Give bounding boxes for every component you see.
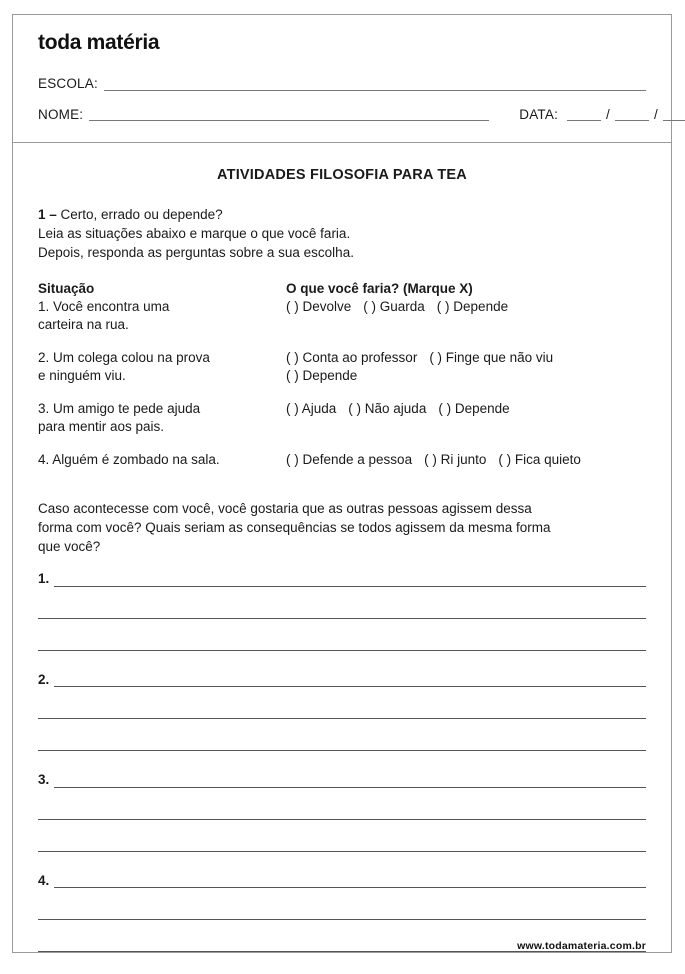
situation-3-line-2: para mentir aos pais.	[38, 418, 165, 434]
situation-2-line-2: e ninguém viu.	[38, 367, 126, 383]
answer-2-line-1[interactable]	[54, 674, 646, 687]
options-3-line-1	[286, 400, 646, 418]
answer-1-line-2[interactable]	[38, 606, 646, 619]
nome-input-rule[interactable]	[89, 109, 489, 121]
option-checkbox-fica-quieto[interactable]: ( ) Fica quieto	[498, 452, 581, 468]
answer-group-3	[38, 773, 646, 852]
options-cell-1	[286, 298, 646, 333]
escola-input-rule[interactable]	[104, 79, 646, 91]
options-1-line-1	[286, 298, 646, 316]
long-question-line-1: Caso acontecesse com você, você gostaria que as outras pessoas agissem dessa	[38, 500, 532, 516]
column-header-options: O que você faria? (Marque X)	[286, 281, 473, 297]
option-checkbox-guarda[interactable]: ( ) Guarda	[363, 299, 425, 315]
data-field-group	[519, 108, 685, 122]
options-4-line-1	[286, 451, 646, 469]
option-checkbox-depende-3[interactable]: ( ) Depende	[438, 401, 510, 417]
options-cell-3	[286, 400, 646, 435]
worksheet-page	[12, 14, 672, 953]
option-checkbox-ajuda[interactable]: ( ) Ajuda	[286, 401, 337, 417]
answer-4-line-2[interactable]	[38, 907, 646, 920]
situation-4-line-1: 4. Alguém é zombado na sala.	[38, 452, 220, 468]
answer-1-first-row	[38, 572, 646, 587]
intro-line-3: Depois, responda as perguntas sobre a sua escolha.	[38, 245, 354, 261]
answer-number-1: 1.	[38, 571, 50, 587]
situation-cell-4	[38, 451, 286, 469]
long-question-line-2: forma com você? Quais seriam as consequências se todos agissem da mesma forma	[38, 520, 551, 535]
option-checkbox-depende[interactable]: ( ) Depende	[436, 299, 509, 315]
row-spacer	[38, 333, 646, 349]
answer-4-line-1[interactable]	[54, 875, 646, 888]
option-checkbox-depende-2[interactable]: ( ) Depende	[286, 367, 358, 383]
data-year-rule[interactable]	[663, 109, 685, 121]
situation-cell-2	[38, 349, 286, 384]
answer-1-line-1[interactable]	[54, 574, 646, 587]
data-label: DATA:	[519, 106, 559, 122]
answer-2-line-3[interactable]	[38, 738, 646, 751]
option-checkbox-ri-junto[interactable]: ( ) Ri junto	[424, 452, 487, 468]
situation-2-line-1: 2. Um colega colou na prova	[38, 350, 210, 366]
page-title: ATIVIDADES FILOSOFIA PARA TEA	[217, 167, 467, 183]
long-question-line-3: que você?	[38, 539, 101, 555]
escola-field-row	[38, 77, 646, 91]
option-checkbox-defende-a-pessoa[interactable]: ( ) Defende a pessoa	[286, 452, 413, 468]
nome-label: NOME:	[38, 106, 84, 122]
situation-3-line-1: 3. Um amigo te pede ajuda	[38, 401, 201, 417]
answer-2-first-row	[38, 673, 646, 688]
brand-logo: toda matéria	[38, 31, 160, 54]
row-spacer	[38, 384, 646, 400]
situation-cell-1	[38, 298, 286, 333]
row-spacer	[38, 435, 646, 451]
answer-number-3: 3.	[38, 772, 50, 788]
data-month-rule[interactable]	[615, 109, 649, 121]
answer-4-first-row	[38, 874, 646, 889]
table-row	[38, 349, 646, 384]
answer-number-2: 2.	[38, 671, 50, 687]
option-checkbox-nao-ajuda[interactable]: ( ) Não ajuda	[348, 401, 427, 417]
data-slash-2: /	[653, 106, 658, 122]
intro-line-2: Leia as situações abaixo e marque o que você faria.	[38, 226, 351, 242]
answer-3-first-row	[38, 773, 646, 788]
answer-2-line-2[interactable]	[38, 706, 646, 719]
data-slash-1: /	[606, 106, 610, 122]
answer-number-4: 4.	[38, 872, 50, 888]
answer-group-1	[38, 572, 646, 651]
intro-question-number: 1 –	[38, 207, 57, 222]
escola-label: ESCOLA:	[38, 76, 98, 91]
long-question	[38, 499, 646, 556]
option-checkbox-devolve[interactable]: ( ) Devolve	[286, 299, 352, 315]
option-checkbox-finge-que-nao-viu[interactable]: ( ) Finge que não viu	[429, 350, 554, 366]
worksheet-body	[13, 143, 671, 974]
situation-1-line-2: carteira na rua.	[38, 316, 129, 332]
intro-line-1: Certo, errado ou depende?	[56, 207, 223, 222]
data-day-rule[interactable]	[567, 109, 601, 121]
options-2-line-2	[286, 367, 646, 385]
situations-table	[38, 280, 646, 468]
nome-data-field-row	[38, 106, 658, 122]
options-cell-4	[286, 451, 646, 469]
table-header-row	[38, 280, 646, 298]
table-row	[38, 451, 646, 469]
table-row	[38, 298, 646, 333]
situation-1-line-1: 1. Você encontra uma	[38, 299, 170, 315]
options-2-line-1	[286, 349, 646, 367]
column-header-situation: Situação	[38, 281, 95, 297]
answer-area	[38, 572, 646, 952]
table-row	[38, 400, 646, 435]
page-header	[13, 15, 671, 143]
situation-cell-3	[38, 400, 286, 435]
option-checkbox-conta-ao-professor[interactable]: ( ) Conta ao professor	[286, 350, 418, 366]
answer-3-line-3[interactable]	[38, 839, 646, 852]
answer-group-2	[38, 673, 646, 752]
answer-1-line-3[interactable]	[38, 638, 646, 651]
answer-3-line-1[interactable]	[54, 775, 646, 788]
footer-url: www.todamateria.com.br	[517, 940, 646, 953]
answer-3-line-2[interactable]	[38, 807, 646, 820]
options-cell-2	[286, 349, 646, 384]
intro-block	[38, 205, 646, 262]
